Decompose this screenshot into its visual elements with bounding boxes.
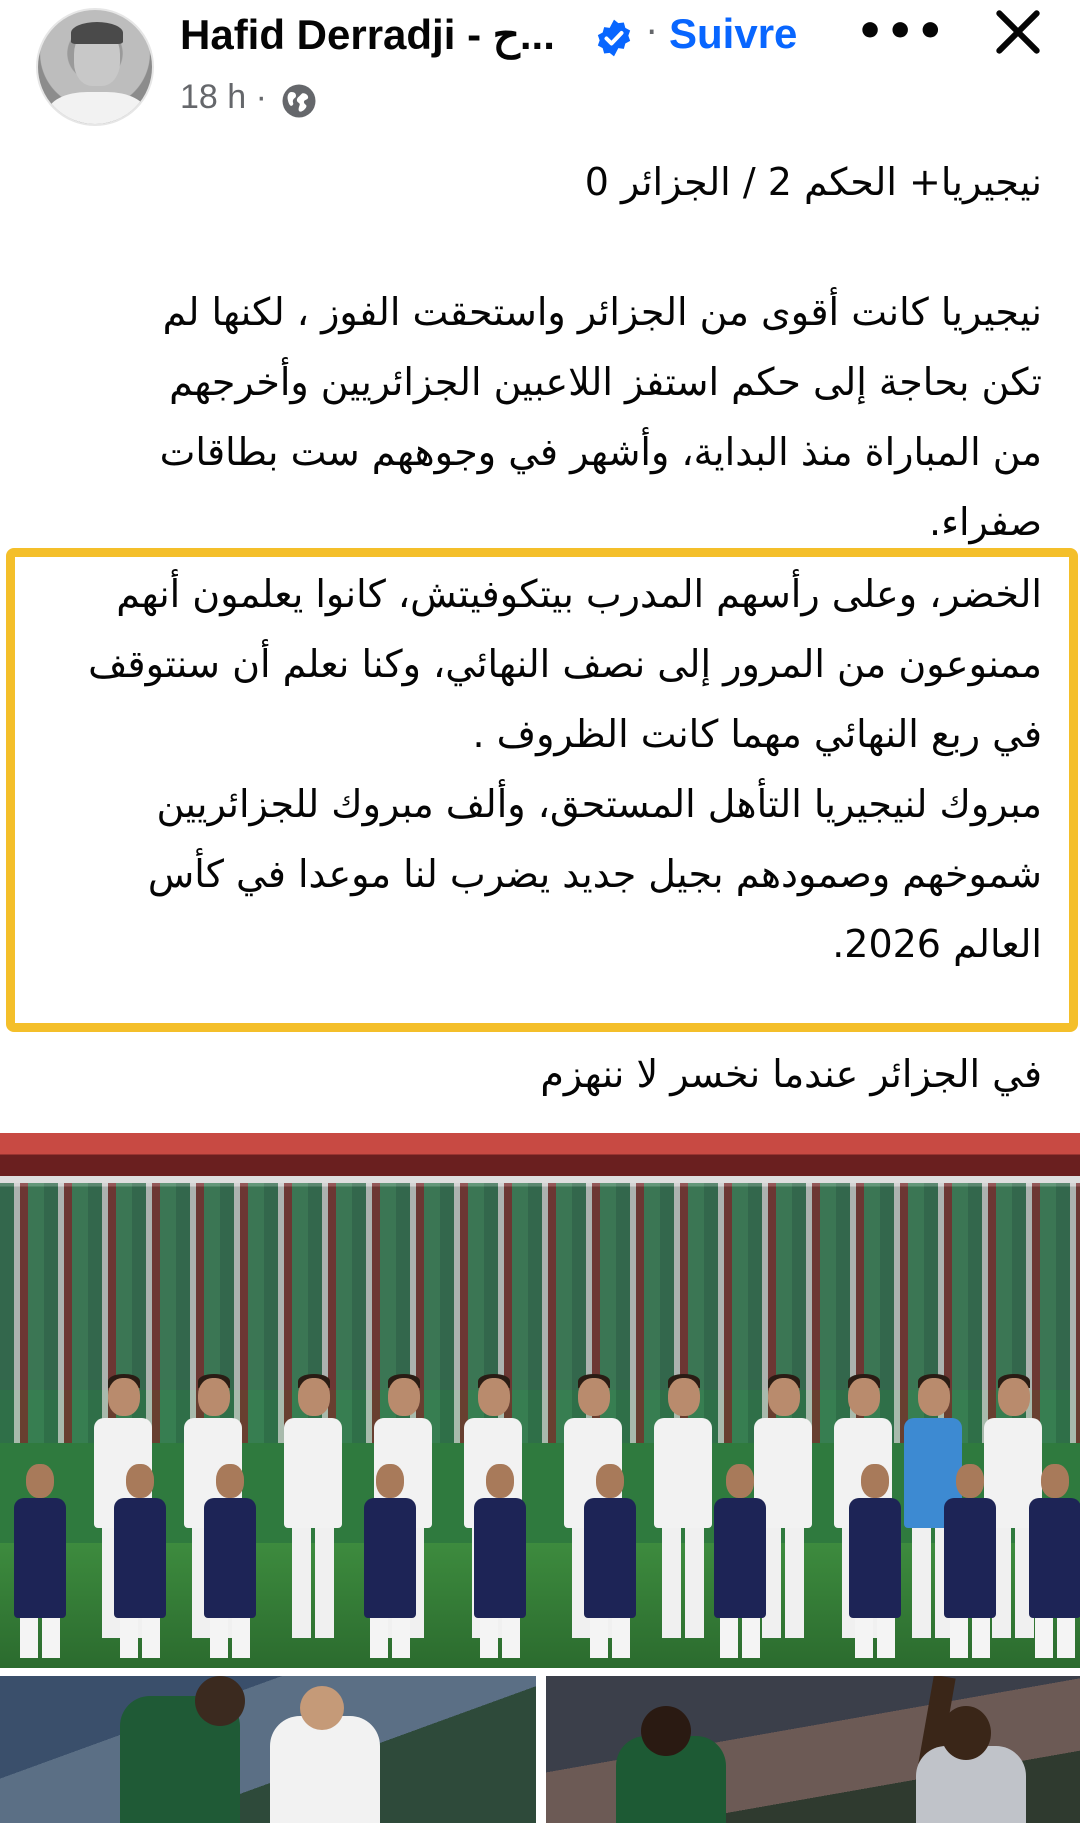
team-lineup-photo[interactable]: [0, 1133, 1080, 1668]
post-line: تكن بحاجة إلى حكم استفز اللاعبين الجزائريين وأخرجهم: [169, 360, 1042, 404]
post-line: في ربع النهائي مهما كانت الظروف .: [472, 712, 1042, 756]
post-line: صفراء.: [929, 500, 1042, 544]
follow-button[interactable]: Suivre: [669, 10, 798, 57]
post-line-closing: في الجزائر عندما نخسر لا ننهزم: [540, 1052, 1042, 1096]
author-avatar[interactable]: [36, 8, 154, 126]
author-name[interactable]: Hafid Derradji - ح...: [180, 11, 555, 58]
post-timestamp[interactable]: 18 h: [180, 78, 247, 116]
post-line: من المباراة منذ البداية، وأشهر في وجوههم ست بطاقات: [159, 430, 1042, 474]
post-line: العالم 2026.: [832, 922, 1042, 966]
post-line: نيجيريا كانت أقوى من الجزائر واستحقت الفوز ، لكنها لم: [162, 290, 1042, 334]
post-header: [0, 0, 1080, 140]
post-line: ممنوعون من المرور إلى نصف النهائي، وكنا نعلم أن سنتوقف: [88, 642, 1042, 686]
post-line: الخضر، وعلى رأسهم المدرب بيتكوفيتش، كانوا يعلمون أنهم: [116, 572, 1042, 616]
verified-badge-icon: [594, 18, 634, 58]
post-line: شموخهم وصمودهم بجيل جديد يضرب لنا موعدا في كأس: [147, 852, 1042, 896]
post-line-score: نيجيريا+ الحكم 2 / الجزائر 0: [584, 160, 1042, 204]
match-action-photo-left[interactable]: [0, 1676, 536, 1823]
meta-separator: ·: [255, 78, 267, 116]
post-meta: [180, 78, 267, 117]
match-action-photo-right[interactable]: [546, 1676, 1080, 1823]
globe-icon: [281, 83, 317, 119]
more-options-icon[interactable]: •••: [856, 6, 947, 57]
post-line: مبروك لنيجيريا التأهل المستحق، وألف مبروك للجزائريين: [156, 782, 1042, 826]
close-icon[interactable]: [990, 4, 1046, 60]
header-separator: ·: [646, 12, 658, 53]
